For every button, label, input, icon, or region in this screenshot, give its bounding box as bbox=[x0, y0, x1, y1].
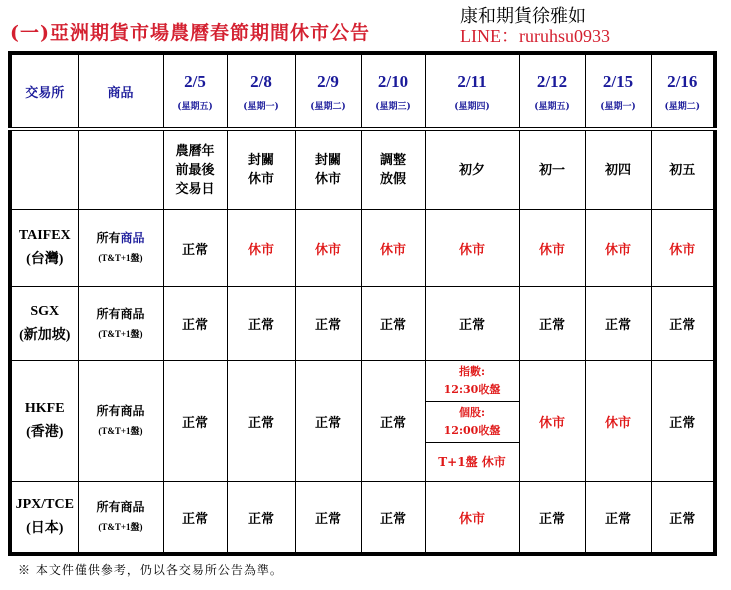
status-cell: 休市 bbox=[361, 210, 425, 287]
lunar-note: 農曆年 前最後 交易日 bbox=[163, 129, 227, 210]
product-cell: 所有商品 (T&T+1盤) bbox=[78, 361, 163, 482]
status-cell: 休市 bbox=[425, 482, 519, 555]
col-header-date: 2/8 (星期一) bbox=[227, 53, 295, 129]
table-row-taifex bbox=[10, 210, 715, 287]
product-cell: 所有商品 (T&T+1盤) bbox=[78, 287, 163, 361]
lunar-note: 封關 休市 bbox=[295, 129, 361, 210]
status-cell: 正常 bbox=[295, 482, 361, 555]
lunar-note: 初夕 bbox=[425, 129, 519, 210]
split-status-night: T+1盤 休市 bbox=[425, 443, 519, 482]
col-header-date: 2/10 (星期三) bbox=[361, 53, 425, 129]
col-header-date: 2/15 (星期一) bbox=[585, 53, 651, 129]
lunar-note: 初一 bbox=[519, 129, 585, 210]
status-cell: 正常 bbox=[519, 287, 585, 361]
status-cell: 正常 bbox=[361, 482, 425, 555]
contact-name: 康和期貨徐雅如 bbox=[460, 6, 586, 26]
status-cell: 正常 bbox=[163, 482, 227, 555]
status-cell: 正常 bbox=[361, 361, 425, 482]
status-cell: 正常 bbox=[295, 361, 361, 482]
status-cell: 正常 bbox=[227, 361, 295, 482]
holiday-schedule-table-wrapper bbox=[8, 51, 717, 556]
empty-cell bbox=[10, 129, 78, 210]
split-status-stocks: 個股: 12:00收盤 bbox=[425, 402, 519, 443]
col-header-date: 2/16 (星期二) bbox=[651, 53, 715, 129]
col-header-exchange: 交易所 bbox=[10, 53, 78, 129]
status-cell: 正常 bbox=[361, 287, 425, 361]
lunar-note: 初五 bbox=[651, 129, 715, 210]
status-cell: 正常 bbox=[651, 361, 715, 482]
col-header-product: 商品 bbox=[78, 53, 163, 129]
status-cell: 正常 bbox=[227, 482, 295, 555]
contact-line-id: LINE：ruruhsu0933 bbox=[460, 26, 610, 46]
status-cell: 休市 bbox=[227, 210, 295, 287]
status-cell: 休市 bbox=[425, 210, 519, 287]
lunar-note: 封關 休市 bbox=[227, 129, 295, 210]
exchange-cell: TAIFEX (台灣) bbox=[10, 210, 78, 287]
exchange-cell: SGX (新加坡) bbox=[10, 287, 78, 361]
announcement-title: (一)亞洲期貨市場農曆春節期間休市公告 bbox=[10, 22, 370, 44]
disclaimer-footnote: ※ 本文件僅供參考，仍以各交易所公告為準。 bbox=[18, 563, 283, 577]
status-cell: 正常 bbox=[651, 287, 715, 361]
lunar-note: 調整 放假 bbox=[361, 129, 425, 210]
lunar-note-row bbox=[10, 129, 715, 210]
status-cell: 正常 bbox=[651, 482, 715, 555]
col-header-date: 2/9 (星期二) bbox=[295, 53, 361, 129]
status-cell: 正常 bbox=[163, 210, 227, 287]
status-cell: 休市 bbox=[519, 210, 585, 287]
status-cell: 正常 bbox=[585, 287, 651, 361]
status-cell: 正常 bbox=[425, 287, 519, 361]
status-cell: 休市 bbox=[519, 361, 585, 482]
status-cell: 正常 bbox=[227, 287, 295, 361]
table-row-hkfe bbox=[10, 361, 715, 402]
status-cell: 正常 bbox=[163, 361, 227, 482]
exchange-cell: HKFE (香港) bbox=[10, 361, 78, 482]
status-cell: 正常 bbox=[585, 482, 651, 555]
header-row bbox=[10, 53, 715, 129]
status-cell: 休市 bbox=[585, 210, 651, 287]
lunar-note: 初四 bbox=[585, 129, 651, 210]
product-cell: 所有商品 (T&T+1盤) bbox=[78, 482, 163, 555]
col-header-date: 2/11 (星期四) bbox=[425, 53, 519, 129]
split-status-index: 指數: 12:30收盤 bbox=[425, 361, 519, 402]
holiday-schedule-table bbox=[8, 51, 717, 556]
table-row-jpx bbox=[10, 482, 715, 555]
empty-cell bbox=[78, 129, 163, 210]
status-cell: 正常 bbox=[163, 287, 227, 361]
col-header-date: 2/12 (星期五) bbox=[519, 53, 585, 129]
status-cell: 休市 bbox=[295, 210, 361, 287]
status-cell: 休市 bbox=[651, 210, 715, 287]
status-cell: 正常 bbox=[295, 287, 361, 361]
table-row-sgx bbox=[10, 287, 715, 361]
product-cell: 所有商品 (T&T+1盤) bbox=[78, 210, 163, 287]
contact-block bbox=[460, 6, 610, 46]
col-header-date: 2/5 (星期五) bbox=[163, 53, 227, 129]
status-cell: 正常 bbox=[519, 482, 585, 555]
exchange-cell: JPX/TCE (日本) bbox=[10, 482, 78, 555]
status-cell: 休市 bbox=[585, 361, 651, 482]
